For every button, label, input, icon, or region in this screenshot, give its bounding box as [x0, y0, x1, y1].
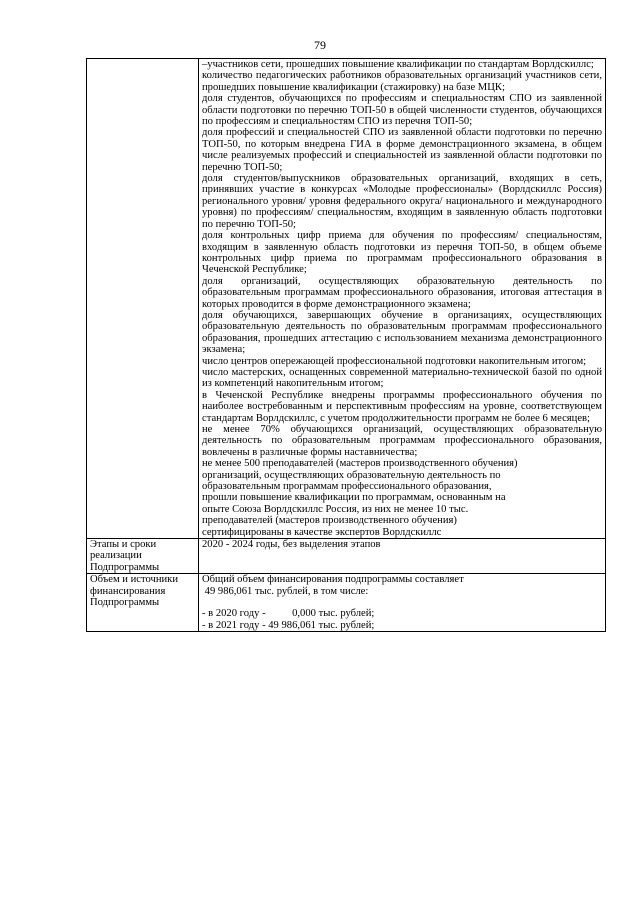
indicator-paragraph: доля контрольных цифр приема для обучения по профессиям/ специальностям, входящим в заявленную область подготовки из перечня ТОП-50, в общем объеме контрольных цифр приема по программам профессионального образования в Чеченской Республике; — [202, 230, 602, 276]
indicator-paragraph: доля студентов, обучающихся по профессиям и специальностям СПО из заявленной области подготовки по перечню ТОП-50 в общей численности студентов, обучающихся по профессиям и специальностям СПО из перечня ТОП-50; — [202, 93, 602, 128]
table-row-indicators — [87, 59, 606, 539]
indicator-line: преподавателей (мастеров производственного обучения) — [202, 515, 457, 527]
indicator-paragraph: доля организаций, осуществляющих образовательную деятельность по образовательным программам профессионального образования, итоговая аттестация в которых проводится в форме демонстрационного экзамена; — [202, 275, 602, 310]
row-label-financing: Объем и источники финансирования Подпрограммы — [87, 574, 199, 632]
indicator-line: прошли повышение квалификации по программам, основанным на — [202, 492, 506, 504]
indicator-line: организаций, осуществляющих образовательную деятельность по — [202, 469, 501, 481]
indicator-line: сертифицированы в качестве экспертов Ворлдскиллс — [202, 526, 442, 538]
passport-table — [86, 58, 606, 632]
table-row-financing — [87, 574, 606, 632]
indicator-paragraph: число центров опережающей профессиональной подготовки накопительным итогом; — [202, 355, 587, 367]
financing-total-amount: 49 986,061 тыс. рублей, в том числе: — [202, 585, 369, 597]
financing-year-2020: - в 2020 году - 0,000 тыс. рублей; — [202, 608, 375, 620]
page-number: 79 — [314, 38, 326, 52]
indicator-line: образовательным программам профессионального образования, — [202, 481, 492, 493]
indicator-paragraph: доля студентов/выпускников образовательных организаций, входящих в сеть, принявших участие в конкурсах «Молодые профессионалы» (Ворлдскиллс Россия) регионального уровня/ уровня федерального округа/ национального и международного уровня) по профессиям/ специальностям, входящим в заявленную область подготовки по перечню ТОП-50; — [202, 173, 602, 230]
financing-total-line: Общий объем финансирования подпрограммы составляет — [202, 574, 464, 586]
row-label-indicators — [87, 59, 199, 539]
indicator-paragraph: в Чеченской Республике внедрены программы профессионального обучения по наиболее востребованным и перспективным профессиям на уровне, соответствующем стандартам Ворлдскиллс, с учетом продолжительности программ не более 6 месяцев; — [202, 389, 602, 424]
row-label-stages: Этапы и сроки реализации Подпрограммы — [87, 539, 199, 574]
indicator-paragraph: доля обучающихся, завершающих обучение в организациях, осуществляющих образовательную деятельность по образовательным программам профессионального образования, прошедших аттестацию с использованием механизма демонстрационного экзамена; — [202, 309, 602, 356]
stages-value: 2020 - 2024 годы, без выделения этапов — [199, 539, 606, 574]
indicators-cell — [199, 59, 606, 539]
indicator-line: опыте Союза Ворлдскиллс Россия, из них не менее 10 тыс. — [202, 503, 469, 515]
financing-gap — [202, 597, 602, 608]
indicator-paragraph: –участников сети, прошедших повышение квалификации по стандартам Ворлдскиллс; — [202, 59, 594, 70]
indicator-paragraph: доля профессий и специальностей СПО из заявленной области подготовки по перечню ТОП-50, по которым внедрена ГИА в форме демонстрационного экзамена, в общем числе реализуемых профессий и специальностей из заявленной области подготовки по перечню ТОП-50; — [202, 127, 602, 173]
indicator-paragraph: не менее 70% обучающихся организаций, осуществляющих образовательную деятельность по образовательным программам профессионального образования, вовлечены в различные формы наставничества; — [202, 424, 602, 458]
table-row-stages — [87, 539, 606, 574]
indicator-paragraph: количество педагогических работников образовательных организаций участников сети, прошедших повышение квалификации (стажировку) на базе МЦК; — [202, 70, 602, 93]
indicator-paragraph: число мастерских, оснащенных современной материально-технической базой по одной из компетенций накопительным итогом; — [202, 366, 602, 390]
financing-cell — [199, 574, 606, 632]
indicator-line: не менее 500 преподавателей (мастеров производственного обучения) — [202, 458, 518, 470]
financing-year-2021: - в 2021 году - 49 986,061 тыс. рублей; — [202, 619, 375, 631]
